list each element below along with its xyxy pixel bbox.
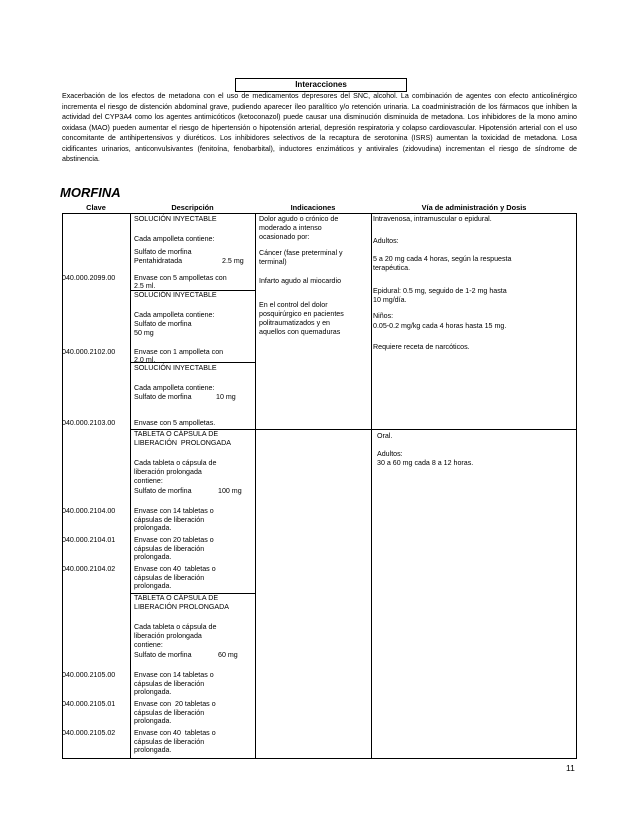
description-form: SOLUCIÓN INYECTABLE bbox=[134, 291, 217, 299]
description-form: SOLUCIÓN INYECTABLE bbox=[134, 364, 217, 372]
description-contains: contiene: bbox=[134, 477, 163, 485]
column-divider bbox=[130, 213, 131, 759]
description-contains: Cada tableta o cápsula de bbox=[134, 459, 217, 467]
interacciones-line: Exacerbación de los efectos de metadona con el uso de medicamentos depresores del SNC, alcohol. La combinación de agentes con efecto bbox=[62, 92, 529, 100]
envase-text: prolongada. bbox=[134, 582, 172, 590]
envase-text: prolongada. bbox=[134, 746, 172, 754]
header-descripcion: Descripción bbox=[171, 203, 214, 212]
medication-table bbox=[62, 203, 577, 758]
envase-text: prolongada. bbox=[134, 553, 172, 561]
description-dose: 10 mg bbox=[216, 393, 236, 401]
envase-text: Envase con 20 tabletas o bbox=[134, 700, 216, 708]
description-dose: 100 mg bbox=[218, 487, 242, 495]
description-form: LIBERACIÓN PROLONGADA bbox=[134, 603, 230, 611]
via-text: Adultos: bbox=[377, 450, 403, 458]
indicaciones-text: politraumatizados y en bbox=[259, 319, 330, 327]
description-substance: Sulfato de morfina bbox=[134, 248, 192, 256]
envase-text: Envase con 14 tabletas o bbox=[134, 671, 214, 679]
envase-text: cápsulas de liberación bbox=[134, 738, 205, 746]
envase-text: Envase con 14 tabletas o bbox=[134, 507, 214, 515]
indicaciones-text: Infarto agudo al miocardio bbox=[259, 277, 342, 285]
via-text: terapéutica. bbox=[373, 264, 411, 272]
indicaciones-text: posquirúrgico en pacientes bbox=[259, 310, 344, 318]
envase-text: cápsulas de liberación bbox=[134, 709, 205, 717]
envase-text: cápsulas de liberación bbox=[134, 680, 205, 688]
description-substance: Sulfato de morfina bbox=[134, 651, 192, 659]
clave-code: 040.000.2099.00 bbox=[62, 274, 116, 282]
envase-text: prolongada. bbox=[134, 717, 172, 725]
interacciones-line: diuréticos. Los inhibidores selectivos de la recaptura de serotonina (ISRS) aumentan la toxicidad de metadona. Losa cidificantes urinarios, bbox=[62, 134, 577, 153]
description-substance: Sulfato de morfina bbox=[134, 487, 192, 495]
via-text: Niños: bbox=[373, 312, 394, 320]
description-contains: contiene: bbox=[134, 641, 163, 649]
column-divider bbox=[255, 213, 256, 759]
clave-code: 040.000.2105.02 bbox=[62, 729, 116, 737]
via-text: 30 a 60 mg cada 8 a 12 horas. bbox=[377, 459, 474, 467]
interacciones-line: anticolinérgico incrementa el riesgo de distención abdominal grave, pudiendo aparecer íleo paralítico y/o retención urinaria. La bbox=[62, 92, 577, 111]
description-substance: 50 mg bbox=[134, 329, 154, 337]
interacciones-line: hipotensión arterial, depresión respiratoria y colapso cardiovascular. Hipotensión arterial con el uso concomitante de antihipertensivos y bbox=[62, 123, 577, 142]
indicaciones-text: Cáncer (fase preterminal y bbox=[259, 249, 343, 257]
via-text: Requiere receta de narcóticos. bbox=[373, 343, 470, 351]
envase-text: Envase con 20 tabletas o bbox=[134, 536, 214, 544]
description-contains: Cada ampolleta contiene: bbox=[134, 384, 215, 392]
envase-text: Envase con 40 tabletas o bbox=[134, 565, 216, 573]
via-text: 0.05-0.2 mg/kg cada 4 horas hasta 15 mg. bbox=[373, 322, 507, 330]
via-text: 5 a 20 mg cada 4 horas, según la respuesta bbox=[373, 255, 512, 263]
envase-text: prolongada. bbox=[134, 688, 172, 696]
column-divider bbox=[576, 213, 577, 759]
via-text: Epidural: 0.5 mg, seguido de 1-2 mg hasta bbox=[373, 287, 507, 295]
column-divider bbox=[371, 213, 372, 759]
envase-text: prolongada. bbox=[134, 524, 172, 532]
envase-text: Envase con 40 tabletas o bbox=[134, 729, 216, 737]
interacciones-text bbox=[62, 91, 577, 165]
via-text: Oral. bbox=[377, 432, 393, 440]
envase-text: Envase con 5 ampolletas. bbox=[134, 419, 216, 427]
clave-code: 040.000.2104.02 bbox=[62, 565, 116, 573]
drug-title: MORFINA bbox=[60, 185, 121, 200]
envase-text: Envase con 1 ampolleta con bbox=[134, 348, 224, 356]
description-dose: 2.5 mg bbox=[222, 257, 244, 265]
envase-text: cápsulas de liberación bbox=[134, 545, 205, 553]
via-text: Adultos: bbox=[373, 237, 399, 245]
clave-code: 040.000.2104.01 bbox=[62, 536, 116, 544]
header-indicaciones: Indicaciones bbox=[290, 203, 336, 212]
indicaciones-text: En el control del dolor bbox=[259, 301, 328, 309]
description-contains: Cada tableta o cápsula de bbox=[134, 623, 217, 631]
description-dose: 60 mg bbox=[218, 651, 238, 659]
description-substance: Sulfato de morfina bbox=[134, 393, 192, 401]
indicaciones-text: terminal) bbox=[259, 258, 287, 266]
clave-code: 040.000.2104.00 bbox=[62, 507, 116, 515]
via-text: Intravenosa, intramuscular o epidural. bbox=[373, 215, 492, 223]
description-form: TABLETA O CÁPSULA DE bbox=[134, 430, 219, 438]
clave-code: 040.000.2105.00 bbox=[62, 671, 116, 679]
interacciones-line: disminución disminuida de metadona. Los inhibidores de la mono amino oxidasa (MAO) pueden aumentar el riesgo de hipertensión o bbox=[62, 113, 577, 132]
interacciones-line: coadministración de los fármacos que inhiben la actividad del CYP3A4 como los agentes antimicóticos (ketoconazol) puede causar una bbox=[62, 102, 577, 121]
indicaciones-text: ocasionado por: bbox=[259, 233, 310, 241]
header-via: Vía de administración y Dosis bbox=[421, 203, 527, 212]
description-substance: Pentahidratada bbox=[134, 257, 183, 265]
envase-text: Envase con 5 ampolletas con bbox=[134, 274, 227, 282]
page-number: 11 bbox=[566, 763, 575, 773]
description-contains: Cada ampolleta contiene: bbox=[134, 311, 215, 319]
envase-text: cápsulas de liberación bbox=[134, 574, 205, 582]
row-divider bbox=[62, 213, 577, 214]
envase-text: cápsulas de liberación bbox=[134, 516, 205, 524]
description-contains: liberación prolongada bbox=[134, 632, 202, 640]
indicaciones-text: moderado a intenso bbox=[259, 224, 322, 232]
clave-code: 040.000.2105.01 bbox=[62, 700, 116, 708]
description-form: TABLETA O CÁPSULA DE bbox=[134, 594, 219, 602]
clave-code: 040.000.2103.00 bbox=[62, 419, 116, 427]
indicaciones-text: Dolor agudo o crónico de bbox=[259, 215, 339, 223]
envase-text: 2.5 ml. bbox=[134, 282, 156, 290]
envase-text: 2.0 ml. bbox=[134, 356, 156, 364]
description-substance: Sulfato de morfina bbox=[134, 320, 192, 328]
interacciones-line: abstinencia. bbox=[62, 155, 100, 163]
description-contains: Cada ampolleta contiene: bbox=[134, 235, 215, 243]
clave-code: 040.000.2102.00 bbox=[62, 348, 116, 356]
description-contains: liberación prolongada bbox=[134, 468, 202, 476]
via-text: 10 mg/día. bbox=[373, 296, 407, 304]
description-form: LIBERACIÓN PROLONGADA bbox=[134, 439, 231, 447]
description-form: SOLUCIÓN INYECTABLE bbox=[134, 215, 217, 223]
header-clave: Clave bbox=[86, 203, 106, 212]
row-divider bbox=[62, 758, 577, 759]
interacciones-title: Interacciones bbox=[235, 78, 407, 92]
interacciones-line: anticonvulsivantes (fenitoína, fenobarbital), inductores enzimáticos y antivirales (zidovudina) incrementan el riesgo de síndrome de bbox=[135, 144, 577, 153]
indicaciones-text: aquellos con quemaduras bbox=[259, 328, 341, 336]
